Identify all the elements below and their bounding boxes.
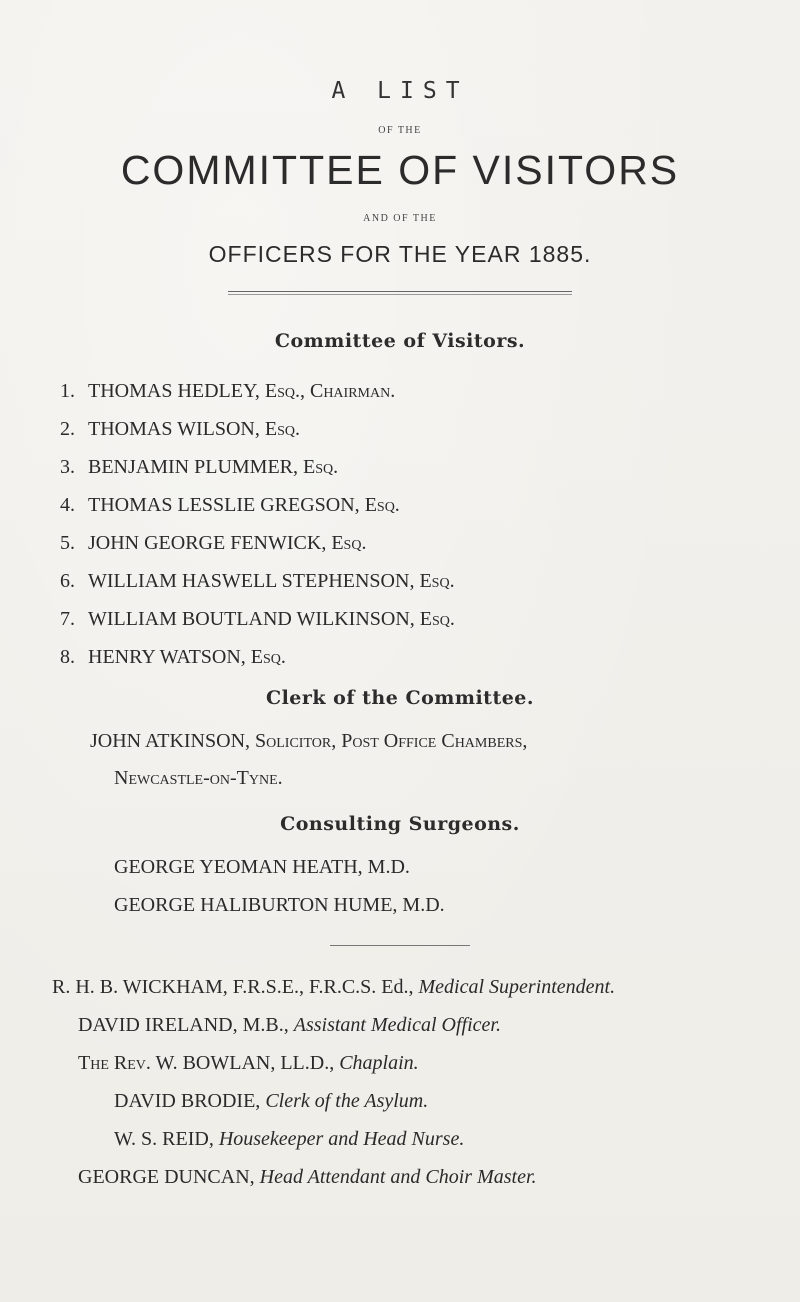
officer-name: R. H. B. WICKHAM, F.R.S.E., F.R.C.S. Ed., <box>52 976 414 998</box>
officer-role: Assistant Medical Officer. <box>293 1014 501 1036</box>
committee-of-visitors-title: COMMITTEE OF VISITORS <box>120 147 680 193</box>
surgeon-2: GEORGE HALIBURTON HUME, M.D. <box>114 894 445 916</box>
list-item: 2. THOMAS WILSON, Esq. <box>60 418 300 440</box>
officer-name: DAVID IRELAND, M.B., <box>78 1014 289 1036</box>
of-the-caption: OF THE <box>378 125 422 136</box>
list-title: A LIST <box>331 78 469 104</box>
list-item: 3. BENJAMIN PLUMMER, Esq. <box>60 456 339 478</box>
surgeons-section-heading: Consulting Surgeons. <box>280 813 520 835</box>
clerk-name: JOHN ATKINSON, <box>90 730 251 752</box>
officer-role: Chaplain. <box>339 1052 419 1074</box>
clerk-line-1 <box>90 730 527 753</box>
officer-name: GEORGE DUNCAN, <box>78 1166 255 1188</box>
committee-member-list <box>60 372 455 676</box>
officers-year-title: OFFICERS FOR THE YEAR 1885. <box>208 241 592 267</box>
committee-section-heading: Committee of Visitors. <box>274 330 526 352</box>
officer-prefix: The Rev. <box>78 1052 151 1074</box>
officer-name: W. BOWLAN, LL.D., <box>155 1052 335 1074</box>
officer-role: Head Attendant and Choir Master. <box>259 1166 537 1188</box>
list-item: 5. JOHN GEORGE FENWICK, Esq. <box>60 532 367 554</box>
officer-superintendent <box>52 976 615 999</box>
clerk-section-heading: Clerk of the Committee. <box>265 687 535 709</box>
officer-name: W. S. REID, <box>114 1128 214 1150</box>
clerk-line-2: Newcastle-on-Tyne. <box>114 767 283 789</box>
officer-assistant-medical <box>78 1014 501 1037</box>
list-item: 1. THOMAS HEDLEY, Esq., Chairman. <box>60 380 396 402</box>
list-item: 7. WILLIAM BOUTLAND WILKINSON, Esq. <box>60 608 455 630</box>
officer-chaplain <box>78 1052 419 1075</box>
officer-name: DAVID BRODIE, <box>114 1090 261 1112</box>
title-divider <box>228 291 572 295</box>
officer-role: Housekeeper and Head Nurse. <box>218 1128 465 1150</box>
officer-role: Clerk of the Asylum. <box>265 1090 429 1112</box>
clerk-address: Solicitor, Post Office Chambers, <box>255 730 528 752</box>
officer-housekeeper <box>114 1128 464 1151</box>
surgeon-1: GEORGE YEOMAN HEATH, M.D. <box>114 856 410 878</box>
list-item: 8. HENRY WATSON, Esq. <box>60 646 286 668</box>
list-item: 6. WILLIAM HASWELL STEPHENSON, Esq. <box>60 570 455 592</box>
and-of-the-caption: AND OF THE <box>363 213 437 224</box>
officers-divider <box>330 945 470 946</box>
officer-role: Medical Superintendent. <box>418 976 616 998</box>
officer-clerk <box>114 1090 428 1113</box>
list-item: 4. THOMAS LESSLIE GREGSON, Esq. <box>60 494 400 516</box>
officer-head-attendant <box>78 1166 537 1189</box>
